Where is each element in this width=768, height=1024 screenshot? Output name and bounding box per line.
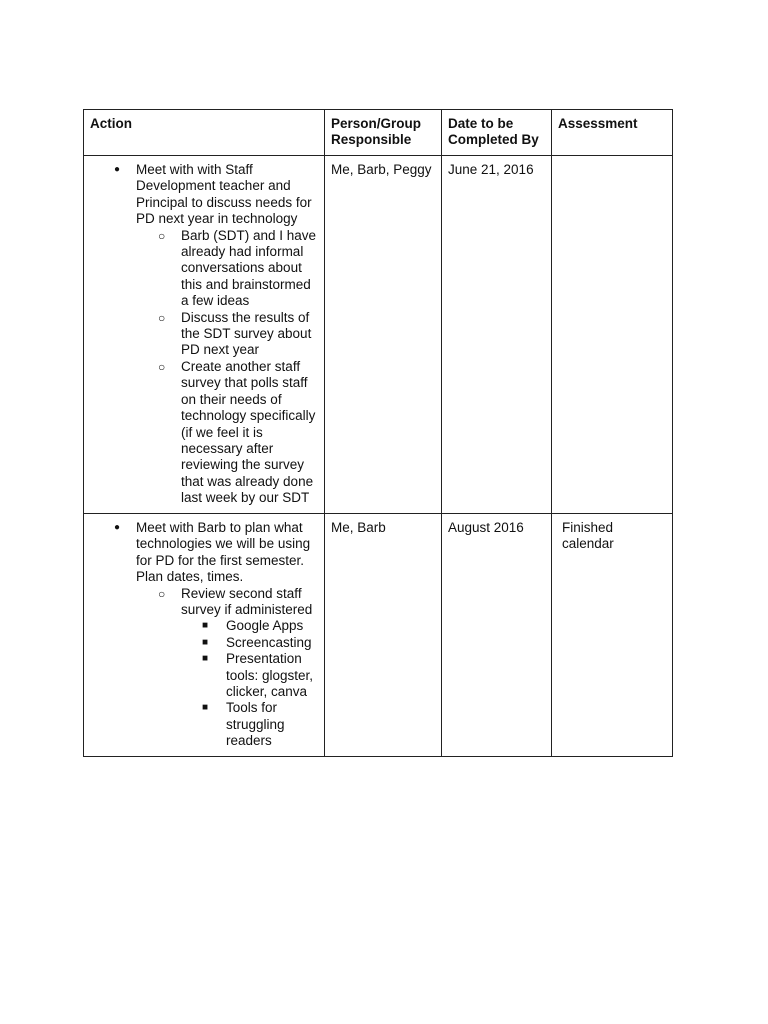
sub-action-text: Create another staff survey that polls staff on their needs of technology specifically (if we feel it is necessary after reviewing the survey that was already done last week by our SDT bbox=[181, 358, 316, 506]
filled-square-bullet-icon: ■ bbox=[202, 653, 209, 665]
tool-item-text: Screencasting bbox=[226, 634, 312, 650]
header-action: Action bbox=[84, 110, 325, 156]
filled-square-bullet-icon: ■ bbox=[202, 636, 209, 648]
filled-square-bullet-icon: ■ bbox=[202, 702, 209, 714]
list-item bbox=[181, 635, 318, 651]
person-cell: Me, Barb bbox=[325, 514, 442, 757]
hollow-circle-bullet-icon: ○ bbox=[158, 359, 166, 374]
list-item bbox=[136, 310, 318, 359]
action-cell bbox=[84, 514, 325, 757]
date-cell: June 21, 2016 bbox=[442, 156, 552, 514]
person-cell: Me, Barb, Peggy bbox=[325, 156, 442, 514]
filled-circle-bullet-icon: ● bbox=[114, 164, 121, 175]
sub-action-text: Barb (SDT) and I have already had informal conversations about this and brainstormed a few ideas bbox=[181, 227, 317, 309]
list-item bbox=[90, 520, 318, 750]
tool-item-text: Tools for struggling readers bbox=[226, 700, 285, 749]
date-cell: August 2016 bbox=[442, 514, 552, 757]
assessment-cell bbox=[552, 156, 673, 514]
hollow-circle-bullet-icon: ○ bbox=[158, 586, 166, 601]
filled-square-bullet-icon: ■ bbox=[202, 620, 209, 632]
sub-action-text: Discuss the results of the SDT survey about PD next year bbox=[181, 309, 312, 358]
header-date-to-complete: Date to be Completed By bbox=[442, 110, 552, 156]
list-item bbox=[136, 359, 318, 507]
tool-item-text: Presentation tools: glogster, clicker, canva bbox=[226, 651, 314, 700]
action-cell bbox=[84, 156, 325, 514]
list-item bbox=[136, 586, 318, 750]
sub-action-text: Review second staff survey if administered bbox=[181, 585, 313, 618]
header-person-responsible: Person/Group Responsible bbox=[325, 110, 442, 156]
hollow-circle-bullet-icon: ○ bbox=[158, 310, 166, 325]
action-text: Meet with Barb to plan what technologies we will be using for PD for the first semester. Plan dates, times. bbox=[136, 520, 311, 585]
table-header-row bbox=[84, 110, 673, 156]
list-item bbox=[181, 651, 318, 700]
list-item bbox=[136, 228, 318, 310]
list-item bbox=[181, 700, 318, 749]
assessment-text: Finished calendar bbox=[562, 520, 614, 552]
assessment-cell bbox=[552, 514, 673, 757]
list-item bbox=[181, 618, 318, 634]
action-plan-table bbox=[83, 109, 673, 757]
tool-item-text: Google Apps bbox=[226, 618, 304, 634]
list-item bbox=[90, 162, 318, 507]
action-text: Meet with with Staff Development teacher and Principal to discuss needs for PD next year in technology bbox=[136, 162, 312, 227]
header-assessment: Assessment bbox=[552, 110, 673, 156]
hollow-circle-bullet-icon: ○ bbox=[158, 228, 166, 243]
table-row bbox=[84, 514, 673, 757]
filled-circle-bullet-icon: ● bbox=[114, 522, 121, 533]
table-row bbox=[84, 156, 673, 514]
